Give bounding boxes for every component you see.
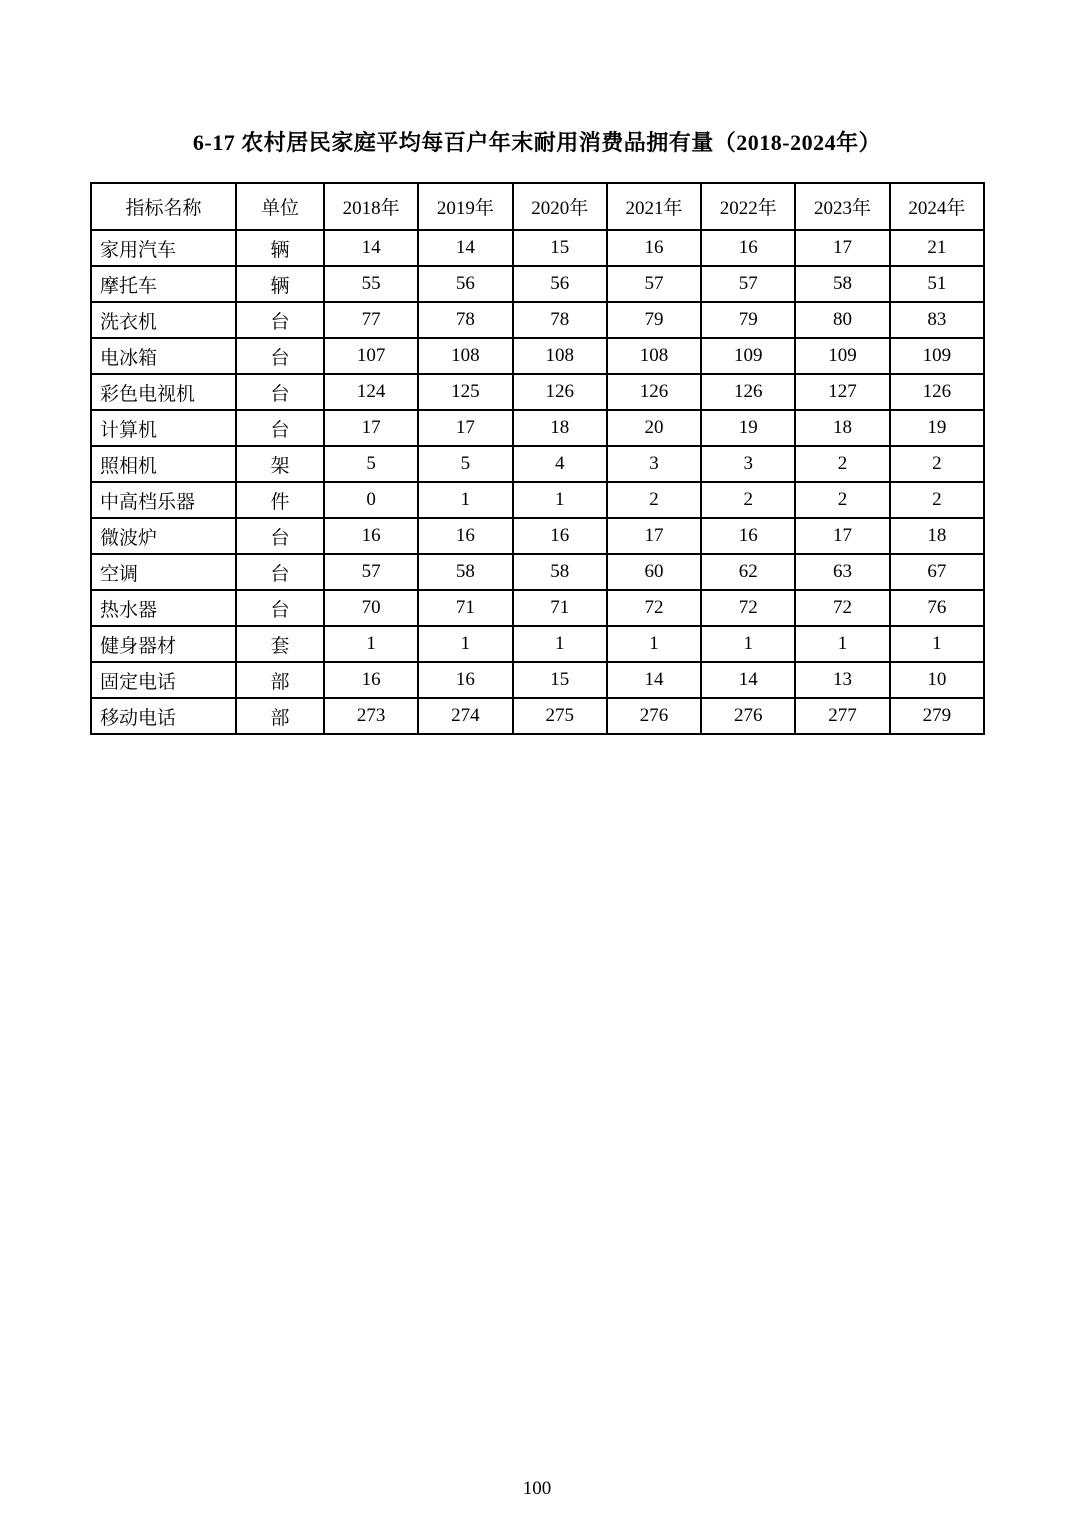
indicator-name-cell: 照相机	[91, 446, 236, 482]
value-cell: 1	[418, 626, 512, 662]
value-cell: 16	[513, 518, 607, 554]
value-cell: 5	[324, 446, 418, 482]
value-cell: 18	[890, 518, 984, 554]
durables-ownership-table	[90, 182, 985, 735]
value-cell: 108	[418, 338, 512, 374]
value-cell: 76	[890, 590, 984, 626]
value-cell: 80	[795, 302, 889, 338]
value-cell: 276	[607, 698, 701, 734]
value-cell: 17	[607, 518, 701, 554]
unit-cell: 部	[236, 698, 324, 734]
value-cell: 14	[607, 662, 701, 698]
unit-cell: 辆	[236, 230, 324, 266]
value-cell: 21	[890, 230, 984, 266]
value-cell: 63	[795, 554, 889, 590]
unit-cell: 架	[236, 446, 324, 482]
value-cell: 57	[324, 554, 418, 590]
value-cell: 71	[513, 590, 607, 626]
unit-cell: 辆	[236, 266, 324, 302]
table-row	[91, 590, 984, 626]
column-header: 2020年	[513, 183, 607, 230]
value-cell: 78	[418, 302, 512, 338]
table-row	[91, 554, 984, 590]
value-cell: 3	[701, 446, 795, 482]
value-cell: 16	[324, 662, 418, 698]
column-header: 指标名称	[91, 183, 236, 230]
value-cell: 67	[890, 554, 984, 590]
value-cell: 55	[324, 266, 418, 302]
table-row	[91, 230, 984, 266]
table-row	[91, 266, 984, 302]
value-cell: 14	[418, 230, 512, 266]
indicator-name-cell: 摩托车	[91, 266, 236, 302]
value-cell: 1	[513, 482, 607, 518]
value-cell: 126	[513, 374, 607, 410]
value-cell: 16	[324, 518, 418, 554]
value-cell: 1	[324, 626, 418, 662]
value-cell: 126	[701, 374, 795, 410]
unit-cell: 台	[236, 590, 324, 626]
value-cell: 72	[701, 590, 795, 626]
value-cell: 78	[513, 302, 607, 338]
value-cell: 15	[513, 662, 607, 698]
value-cell: 79	[607, 302, 701, 338]
value-cell: 14	[701, 662, 795, 698]
value-cell: 1	[701, 626, 795, 662]
value-cell: 124	[324, 374, 418, 410]
value-cell: 62	[701, 554, 795, 590]
table-row	[91, 518, 984, 554]
value-cell: 79	[701, 302, 795, 338]
value-cell: 1	[418, 482, 512, 518]
indicator-name-cell: 固定电话	[91, 662, 236, 698]
unit-cell: 台	[236, 338, 324, 374]
column-header: 2021年	[607, 183, 701, 230]
indicator-name-cell: 计算机	[91, 410, 236, 446]
table-row	[91, 374, 984, 410]
value-cell: 19	[890, 410, 984, 446]
value-cell: 127	[795, 374, 889, 410]
value-cell: 0	[324, 482, 418, 518]
value-cell: 2	[795, 482, 889, 518]
value-cell: 18	[795, 410, 889, 446]
column-header: 单位	[236, 183, 324, 230]
value-cell: 10	[890, 662, 984, 698]
value-cell: 107	[324, 338, 418, 374]
value-cell: 83	[890, 302, 984, 338]
unit-cell: 台	[236, 410, 324, 446]
value-cell: 273	[324, 698, 418, 734]
value-cell: 5	[418, 446, 512, 482]
value-cell: 20	[607, 410, 701, 446]
value-cell: 109	[701, 338, 795, 374]
table-row	[91, 662, 984, 698]
indicator-name-cell: 中高档乐器	[91, 482, 236, 518]
column-header: 2018年	[324, 183, 418, 230]
value-cell: 109	[890, 338, 984, 374]
value-cell: 60	[607, 554, 701, 590]
table-row	[91, 626, 984, 662]
table-row	[91, 338, 984, 374]
value-cell: 1	[890, 626, 984, 662]
unit-cell: 件	[236, 482, 324, 518]
table-header-row	[91, 183, 984, 230]
indicator-name-cell: 空调	[91, 554, 236, 590]
value-cell: 126	[890, 374, 984, 410]
value-cell: 72	[795, 590, 889, 626]
unit-cell: 部	[236, 662, 324, 698]
value-cell: 1	[607, 626, 701, 662]
value-cell: 2	[890, 482, 984, 518]
value-cell: 16	[607, 230, 701, 266]
value-cell: 108	[513, 338, 607, 374]
value-cell: 57	[701, 266, 795, 302]
value-cell: 274	[418, 698, 512, 734]
value-cell: 1	[513, 626, 607, 662]
page-title: 6-17 农村居民家庭平均每百户年末耐用消费品拥有量（2018-2024年）	[192, 130, 882, 155]
value-cell: 2	[890, 446, 984, 482]
value-cell: 16	[701, 518, 795, 554]
value-cell: 77	[324, 302, 418, 338]
value-cell: 125	[418, 374, 512, 410]
indicator-name-cell: 移动电话	[91, 698, 236, 734]
value-cell: 58	[513, 554, 607, 590]
value-cell: 14	[324, 230, 418, 266]
column-header: 2019年	[418, 183, 512, 230]
value-cell: 277	[795, 698, 889, 734]
value-cell: 72	[607, 590, 701, 626]
column-header: 2024年	[890, 183, 984, 230]
value-cell: 2	[607, 482, 701, 518]
table-row	[91, 446, 984, 482]
value-cell: 2	[795, 446, 889, 482]
value-cell: 2	[701, 482, 795, 518]
value-cell: 57	[607, 266, 701, 302]
value-cell: 275	[513, 698, 607, 734]
value-cell: 16	[701, 230, 795, 266]
unit-cell: 台	[236, 518, 324, 554]
value-cell: 17	[795, 518, 889, 554]
indicator-name-cell: 热水器	[91, 590, 236, 626]
table-row	[91, 302, 984, 338]
indicator-name-cell: 健身器材	[91, 626, 236, 662]
value-cell: 58	[418, 554, 512, 590]
indicator-name-cell: 电冰箱	[91, 338, 236, 374]
column-header: 2023年	[795, 183, 889, 230]
value-cell: 18	[513, 410, 607, 446]
value-cell: 17	[418, 410, 512, 446]
value-cell: 276	[701, 698, 795, 734]
value-cell: 3	[607, 446, 701, 482]
column-header: 2022年	[701, 183, 795, 230]
value-cell: 15	[513, 230, 607, 266]
indicator-name-cell: 微波炉	[91, 518, 236, 554]
value-cell: 1	[795, 626, 889, 662]
value-cell: 56	[513, 266, 607, 302]
unit-cell: 台	[236, 302, 324, 338]
table-row	[91, 410, 984, 446]
value-cell: 56	[418, 266, 512, 302]
indicator-name-cell: 洗衣机	[91, 302, 236, 338]
value-cell: 16	[418, 518, 512, 554]
unit-cell: 套	[236, 626, 324, 662]
value-cell: 19	[701, 410, 795, 446]
table-row	[91, 698, 984, 734]
unit-cell: 台	[236, 554, 324, 590]
value-cell: 70	[324, 590, 418, 626]
table-row	[91, 482, 984, 518]
page-number: 100	[522, 1478, 552, 1499]
value-cell: 279	[890, 698, 984, 734]
value-cell: 126	[607, 374, 701, 410]
value-cell: 13	[795, 662, 889, 698]
value-cell: 58	[795, 266, 889, 302]
value-cell: 17	[795, 230, 889, 266]
value-cell: 108	[607, 338, 701, 374]
value-cell: 4	[513, 446, 607, 482]
value-cell: 51	[890, 266, 984, 302]
value-cell: 71	[418, 590, 512, 626]
indicator-name-cell: 家用汽车	[91, 230, 236, 266]
indicator-name-cell: 彩色电视机	[91, 374, 236, 410]
value-cell: 109	[795, 338, 889, 374]
value-cell: 16	[418, 662, 512, 698]
value-cell: 17	[324, 410, 418, 446]
unit-cell: 台	[236, 374, 324, 410]
